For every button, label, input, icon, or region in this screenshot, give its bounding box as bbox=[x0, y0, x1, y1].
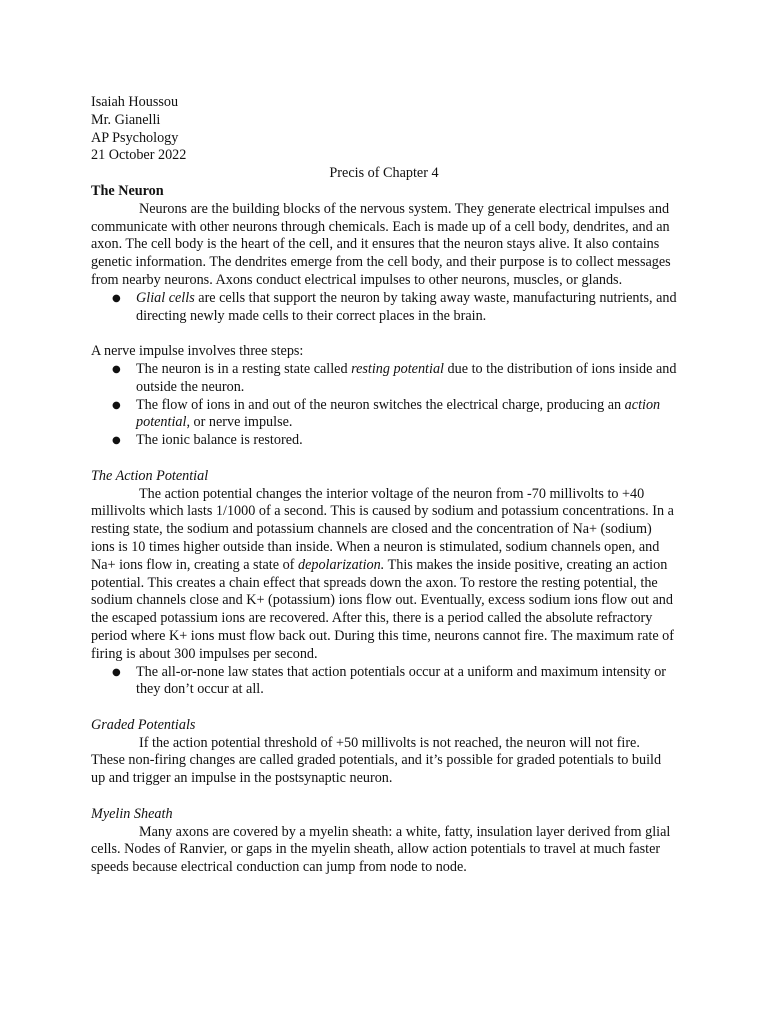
list-item bbox=[91, 361, 677, 397]
spacer bbox=[91, 325, 677, 343]
section-heading-myelin-sheath: Myelin Sheath bbox=[91, 805, 173, 822]
section-heading-graded-potentials: Graded Potentials bbox=[91, 716, 196, 733]
list-item bbox=[91, 432, 677, 450]
spacer bbox=[91, 699, 677, 717]
document-date: 21 October 2022 bbox=[91, 147, 187, 164]
spacer bbox=[91, 450, 677, 468]
neuron-paragraph: Neurons are the building blocks of the nervous system. They generate electrical impulses and communicate with other neurons through chemicals. Each is made up of a cell body, dendrites, and an axon. The cell body is the heart of the cell, and it ensures that the neuron stays alive. It also contains genetic information. The dendrites emerge from the cell body, and their purpose is to collect messages from nearby neurons. Axons conduct electrical impulses to other neurons, muscles, or glands. bbox=[91, 200, 671, 288]
action-potential-text: The action potential changes the interior voltage of the neuron from -70 millivolts to +40 millivolts which lasts 1/1000 of a second. This is caused by sodium and potassium concentrations. In a resting state, the sodium and potassium channels are closed and the concentration of Na+ (sodium) ions is 10 times higher outside than inside. When a neuron is stimulated, sodium channels open, and Na+ ions flow in, creating a state of bbox=[91, 485, 674, 573]
glial-text: are cells that support the neuron by taking away waste, manufacturing nutrients, and directing newly made cells to their correct places in the brain. bbox=[136, 289, 677, 324]
document-title: Precis of Chapter 4 bbox=[329, 165, 439, 182]
graded-potentials-paragraph: If the action potential threshold of +50 millivolts is not reached, the neuron will not fire. These non-firing changes are called graded potentials, and it’s possible for graded potentials to build up and trigger an impulse in the postsynaptic neuron. bbox=[91, 734, 662, 787]
section-heading-neuron: The Neuron bbox=[91, 182, 164, 199]
list-item bbox=[91, 664, 677, 700]
student-name: Isaiah Houssou bbox=[91, 94, 179, 110]
action-potential-paragraph bbox=[91, 486, 677, 664]
section-heading-action-potential: The Action Potential bbox=[91, 467, 209, 484]
step3-text: The ionic balance is restored. bbox=[136, 432, 303, 449]
step1-text: The neuron is in a resting state called bbox=[136, 360, 352, 377]
step1-text-end: due to the distribution of ions inside and outside the neuron. bbox=[136, 360, 677, 395]
glial-term: Glial cells bbox=[136, 289, 195, 306]
all-or-none-text: The all-or-none law states that action potentials occur at a uniform and maximum intensity or they don’t occur at all. bbox=[136, 663, 667, 698]
course-name: AP Psychology bbox=[91, 129, 179, 146]
step2-text-end: , or nerve impulse. bbox=[186, 414, 293, 431]
step2-text: The flow of ions in and out of the neuron switches the electrical charge, producing an bbox=[136, 396, 625, 413]
step1-term: resting potential bbox=[351, 360, 444, 377]
action-potential-bullet-list bbox=[91, 664, 677, 700]
list-item bbox=[91, 397, 677, 433]
teacher-name: Mr. Gianelli bbox=[91, 111, 161, 128]
document-body bbox=[91, 94, 677, 877]
action-potential-text-end: This makes the inside positive, creating an action potential. This creates a chain effect that spreads down the axon. To restore the resting potential, the sodium channels close and K+ (potassium) ions flow out. Eventually, excess sodium ions flow out and the escaped potassium ions are recovered. After this, there is a period called the absolute refractory period where K+ ions must flow back out. During this time, neurons cannot fire. The maximum rate of firing is about 300 impulses per second. bbox=[91, 556, 674, 662]
step2-term: action potential bbox=[136, 396, 661, 431]
depolarization-term: depolarization. bbox=[297, 556, 385, 573]
list-item bbox=[91, 290, 677, 326]
impulse-steps-list bbox=[91, 361, 677, 450]
myelin-sheath-paragraph: Many axons are covered by a myelin sheath: a white, fatty, insulation layer derived from glial cells. Nodes of Ranvier, or gaps in the myelin sheath, allow action potentials to travel at much faster speeds because electrical conduction can jump from node to node. bbox=[91, 823, 671, 876]
spacer bbox=[91, 788, 677, 806]
neuron-bullet-list bbox=[91, 290, 677, 326]
impulse-intro: A nerve impulse involves three steps: bbox=[91, 343, 304, 360]
